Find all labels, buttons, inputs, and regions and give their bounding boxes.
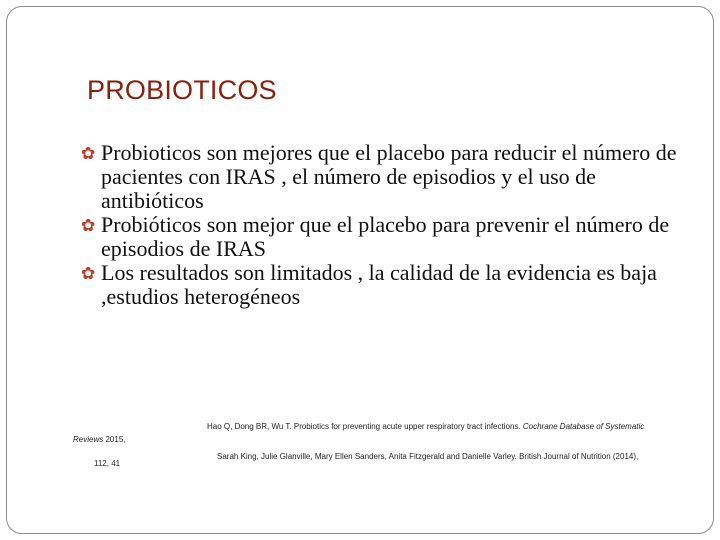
reference-1-year: 2015, [105,435,126,444]
bullet-text: Probióticos son mejor que el placebo para prevenir el número de episodios de IRAS [101,212,670,261]
reference-2: Sarah King, Julie Glanville, Mary Ellen Sanders, Anita Fitzgerald and Danielle Varley. British Journal of Nutrition (2014), [217,452,639,461]
slide [6,6,714,534]
reference-1-main: Hao Q, Dong BR, Wu T. Probiotics for preventing acute upper respiratory tract infections. [207,422,521,431]
reference-1-reviews: Reviews [73,435,104,444]
bullet-text: Los resultados son limitados , la calidad de la evidencia es baja ,estudios heterogéneos [101,260,657,309]
bullet-icon: ✿ [81,144,96,163]
reference-1 [207,422,644,431]
bullet-item [81,213,681,261]
slide-title: PROBIOTICOS [87,75,277,105]
reference-1-journal: Cochrane Database of Systematic [522,422,645,431]
bullet-icon: ✿ [81,264,96,283]
reference-1-continued [73,435,126,444]
bullet-icon: ✿ [81,216,96,235]
bullet-item [81,141,681,213]
bullet-list [81,141,681,309]
bullet-item [81,261,681,309]
bullet-text: Probioticos son mejores que el placebo para reducir el número de pacientes con IRAS , el número de episodios y el uso de antibióticos [101,140,677,213]
reference-2-pages: 112, 41 [94,459,121,468]
